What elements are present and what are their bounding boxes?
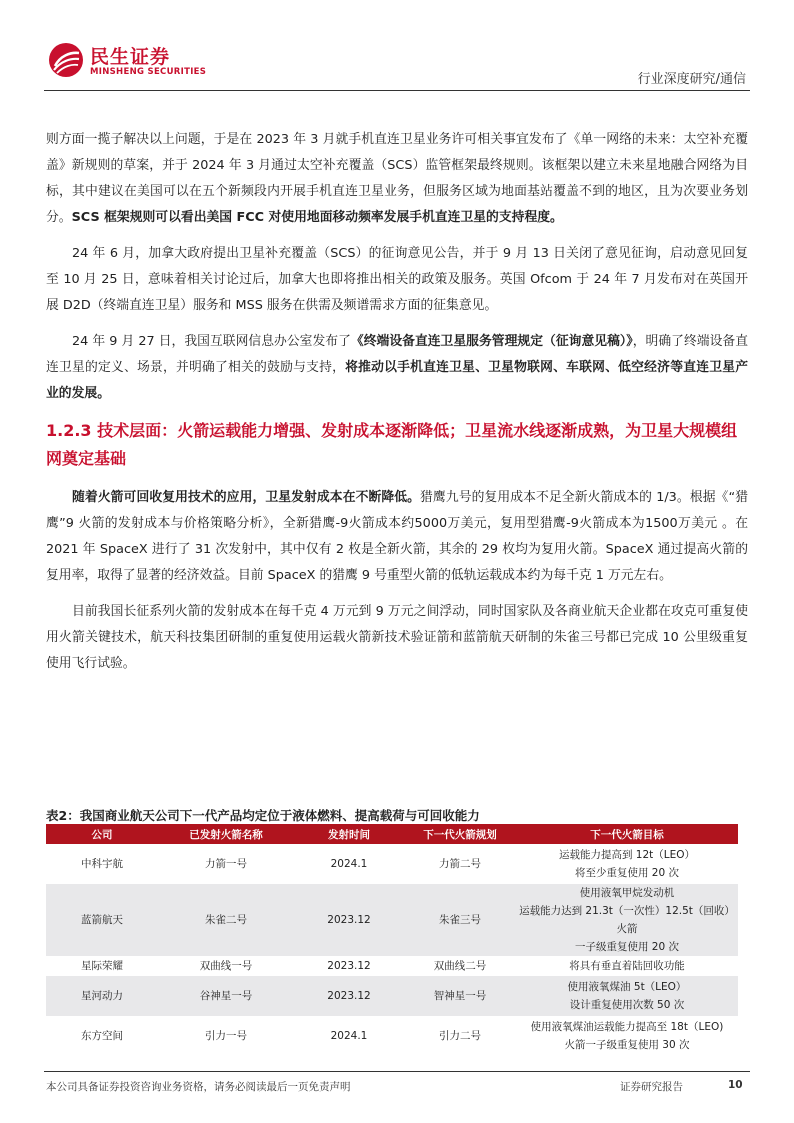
report-category: 行业深度研究/通信 [637, 72, 746, 87]
column-header: 发射时间 [294, 824, 404, 844]
goals-cell [516, 956, 738, 976]
next-rocket-cell: 力箭二号 [404, 844, 516, 884]
logo-text-cn: 民生证券 [90, 46, 171, 68]
paragraph-5: 目前我国长征系列火箭的发射成本在每千克 4 万元到 9 万元之间浮动，同时国家队及各商业航天企业都在攻克可重复使用火箭关键技术，航天科技集团研制的重复使用运载火箭新技术验证箭和蓝箭航天研制的朱雀三号都已完成 10 公里级重复使用飞行试验。 [46, 604, 748, 671]
main-content [46, 127, 748, 687]
logo-text-en: MINSHENG SECURITIES [90, 67, 207, 77]
paragraph-4 [46, 485, 748, 589]
page-header [44, 40, 750, 92]
launch-date-cell: 2023.12 [294, 976, 404, 1016]
table-row [46, 844, 738, 884]
paragraph-2: 24 年 6 月，加拿大政府提出卫星补充覆盖（SCS）的征询意见公告，并于 9 月 13 日关闭了意见征询，启动意见回复至 10 月 25 日，意味着相关讨论过后，加拿大也即将推出相关的政策及服务。英国 Ofcom 于 24 年 7 月发布对在英国开展 D2D（终端直连卫星）服务和 MSS 服务在供需及频谱需求方面的征集意见。 [46, 246, 748, 313]
paragraph-1-text: 则方面一揽子解决以上问题，于是在 2023 年 3 月就手机直连卫星业务许可相关事宜发布了《单一网络的未来：太空补充覆盖》新规则的草案，并于 2024 年 3 月通过太空补充覆盖（SCS）监管框架最终规则。该框架以建立未来星地融合网络为目标，其中建议在美国可以在五个新频段内开展手机直连卫星业务，但服务区域为地面基站覆盖不到的地区，且为次要业务划分。 [46, 132, 748, 225]
table-row [46, 956, 738, 976]
goal-line: 使用液氧煤油 5t（LEO） [567, 981, 687, 993]
goal-line: 将具有垂直着陆回收功能 [569, 960, 685, 972]
column-header: 已发射火箭名称 [158, 824, 294, 844]
goal-line: 运载能力达到 21.3t（一次性）12.5t（回收）火箭 [519, 905, 735, 935]
next-rocket-cell: 双曲线二号 [404, 956, 516, 976]
table-row [46, 976, 738, 1016]
column-header: 下一代火箭目标 [516, 824, 738, 844]
table-row [46, 1016, 738, 1056]
paragraph-1-emphasis: SCS 框架规则可以看出美国 FCC 对使用地面移动频率发展手机直连卫星的支持程度。 [71, 210, 563, 225]
paragraph-4-text: 猎鹰九号的复用成本不足全新火箭成本的 1/3。根据《“猎鹰”9 火箭的发射成本与价格策略分析》，全新猎鹰-9火箭成本约5000万美元，复用型猎鹰-9火箭成本为1500万美元 。在2021 年 SpaceX 进行了 31 次发射中，其中仅有 2 枚是全新火箭，其余的 29 枚均为复用火箭。SpaceX 通过提高火箭的复用率，取得了显著的经济效益。目前 SpaceX 的猎鹰 9 号重型火箭的低轨运载成本约为每千克 1 万元左右。 [46, 490, 749, 583]
footer-divider [44, 1071, 750, 1072]
launched-rocket-cell: 谷神星一号 [158, 976, 294, 1016]
next-rocket-cell: 朱雀三号 [404, 884, 516, 956]
table-row [46, 884, 738, 956]
goals-cell [516, 844, 738, 884]
paragraph-3 [46, 329, 748, 407]
paragraph-3-regulation-title: 《终端设备直连卫星服务管理规定（征询意见稿）》 [350, 334, 633, 349]
company-cell: 东方空间 [46, 1016, 158, 1056]
section-heading: 1.2.3 技术层面：火箭运载能力增强、发射成本逐渐降低；卫星流水线逐渐成熟，为卫星大规模组网奠定基础 [46, 421, 738, 468]
paragraph-3-text-a: 24 年 9 月 27 日，我国互联网信息办公室发布了 [72, 334, 351, 349]
launched-rocket-cell: 引力一号 [158, 1016, 294, 1056]
rocket-comparison-table [46, 824, 738, 1056]
paragraph-1 [46, 127, 748, 231]
launched-rocket-cell: 力箭一号 [158, 844, 294, 884]
minsheng-logo-icon [48, 42, 84, 78]
company-cell: 蓝箭航天 [46, 884, 158, 956]
column-header: 下一代火箭规划 [404, 824, 516, 844]
header-divider [44, 90, 750, 91]
goal-line: 使用液氧甲烷发动机 [579, 887, 675, 899]
goals-cell [516, 884, 738, 956]
launched-rocket-cell: 朱雀二号 [158, 884, 294, 956]
next-rocket-cell: 智神星一号 [404, 976, 516, 1016]
table-title: 表2：我国商业航天公司下一代产品均定位于液体燃料、提高载荷与可回收能力 [46, 808, 480, 823]
paragraph-3-emphasis: 将推动以手机直连卫星、卫星物联网、车联网、低空经济等直连卫星产业的发展。 [46, 360, 749, 401]
goal-line: 使用液氧煤油运载能力提高至 18t（LEO) [530, 1021, 724, 1033]
launch-date-cell: 2023.12 [294, 884, 404, 956]
paragraph-3-text-c: ，明确了终端设备直连卫星的定义、场景，并明确了相关的鼓励与支持， [46, 334, 748, 375]
goal-line: 火箭一子级重复使用 30 次 [564, 1039, 690, 1051]
goal-line: 将至少重复使用 20 次 [574, 867, 680, 879]
goals-cell [516, 976, 738, 1016]
table-header-row [46, 824, 738, 844]
goal-line: 一子级重复使用 20 次 [574, 941, 680, 953]
paragraph-4-emphasis: 随着火箭可回收复用技术的应用，卫星发射成本在不断降低。 [72, 490, 421, 505]
launched-rocket-cell: 双曲线一号 [158, 956, 294, 976]
column-header: 公司 [46, 824, 158, 844]
footer-report-type: 证券研究报告 [620, 1081, 683, 1093]
launch-date-cell: 2024.1 [294, 1016, 404, 1056]
goal-line: 设计重复使用次数 50 次 [569, 999, 685, 1011]
company-cell: 中科宇航 [46, 844, 158, 884]
page-number: 10 [728, 1079, 743, 1091]
goals-cell [516, 1016, 738, 1056]
next-rocket-cell: 引力二号 [404, 1016, 516, 1056]
footer-disclaimer: 本公司具备证券投资咨询业务资格，请务必阅读最后一页免责声明 [46, 1081, 351, 1093]
company-cell: 星河动力 [46, 976, 158, 1016]
company-cell: 星际荣耀 [46, 956, 158, 976]
goal-line: 运载能力提高到 12t（LEO） [558, 849, 696, 861]
launch-date-cell: 2024.1 [294, 844, 404, 884]
launch-date-cell: 2023.12 [294, 956, 404, 976]
